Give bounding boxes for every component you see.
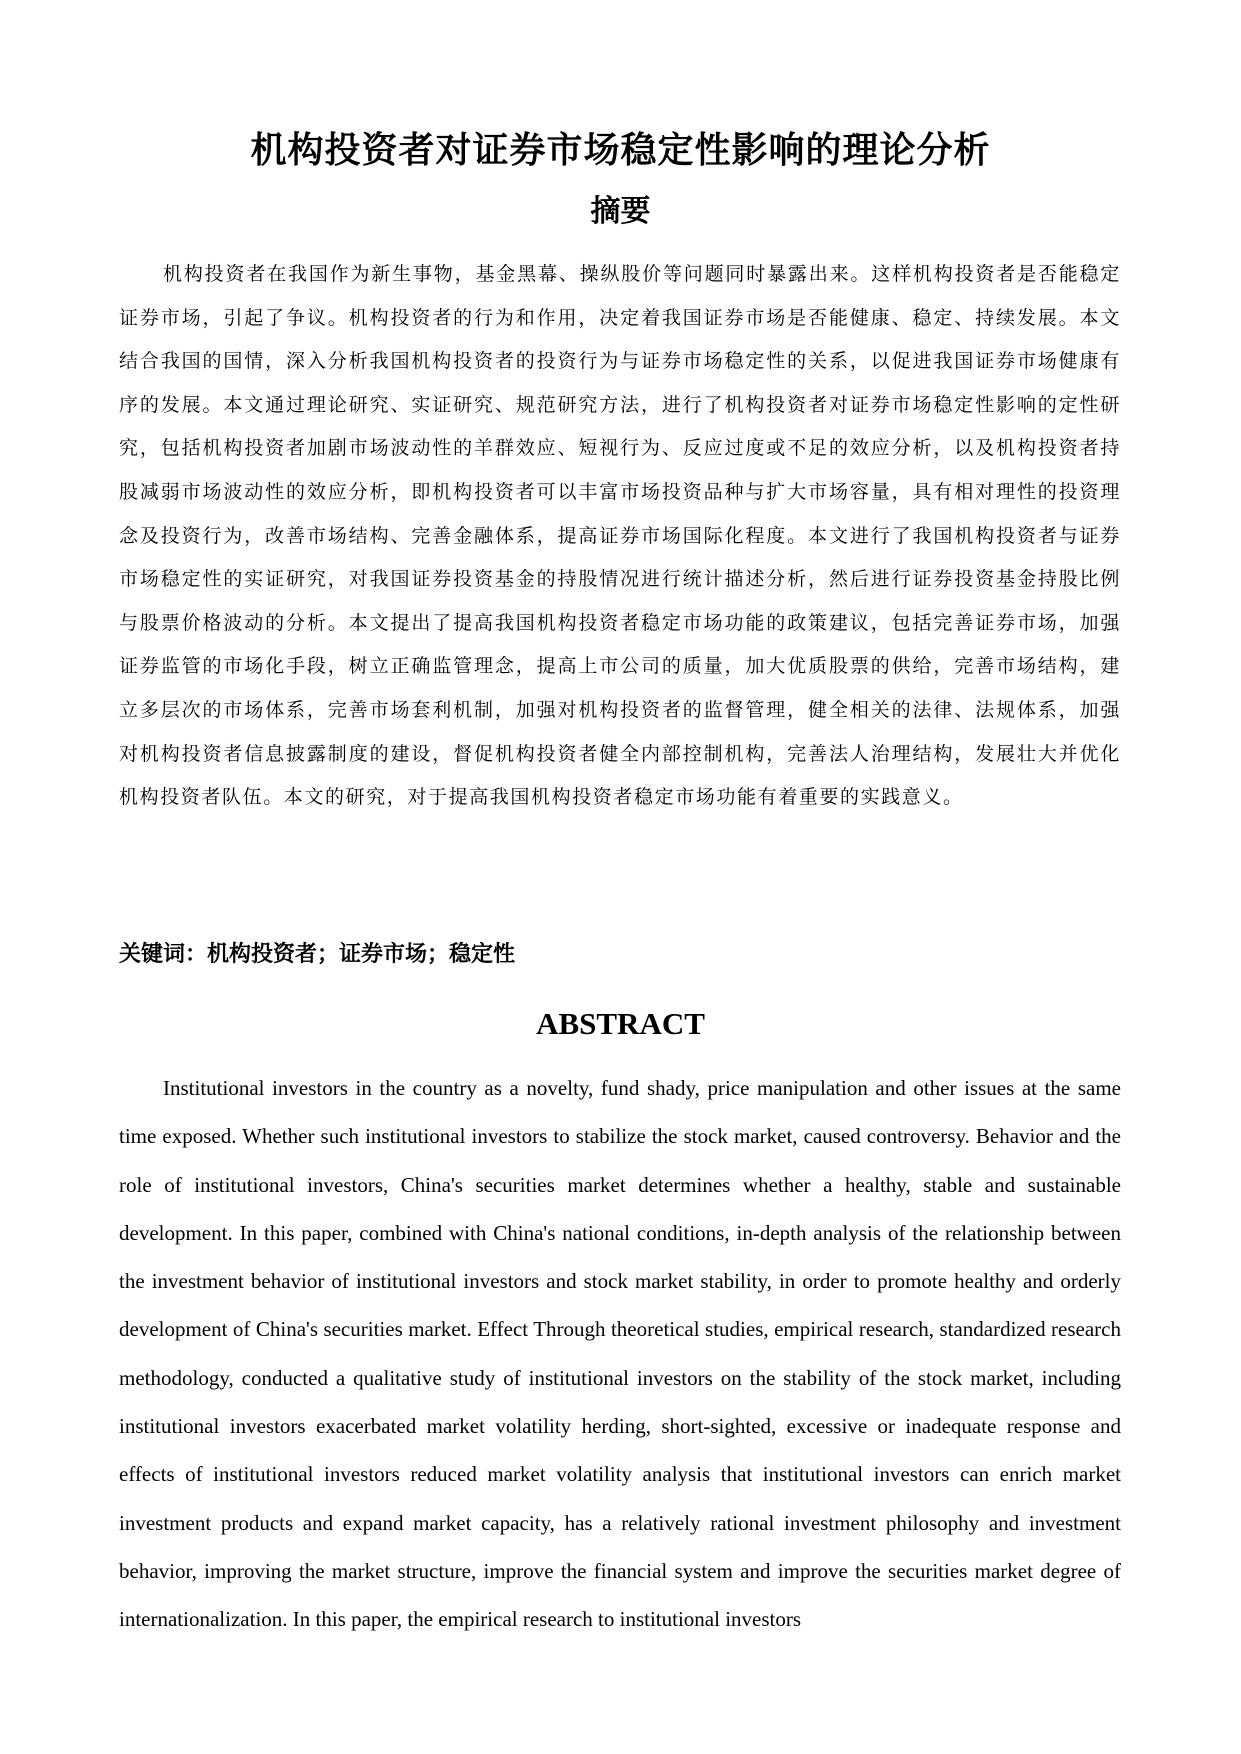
abstract-heading-english: ABSTRACT — [536, 1006, 705, 1041]
page-title: 机构投资者对证券市场稳定性影响的理论分析 — [250, 129, 991, 171]
abstract-heading: 摘要 — [590, 194, 651, 229]
abstract-body-english: Institutional investors in the country as a novelty, fund shady, price manipulation and other issues at the same time exposed. Whether such institutional investors to stabilize the stock market, caused controversy. Behavior and the role of institutional investors, China's securities market determines whether a healthy, stable and sustainable development. In this paper, combined with China's national conditions, in-depth analysis of the relationship between the investment behavior of institutional investors and stock market stability, in order to promote healthy and orderly development of China's securities market. Effect Through theoretical studies, empirical research, standardized research methodology, conducted a qualitative study of institutional investors on the stability of the stock market, including institutional investors exacerbated market volatility herding, short-sighted, excessive or inadequate response and effects of institutional investors reduced market volatility analysis that institutional investors can enrich market investment products and expand market capacity, has a relatively rational investment philosophy and investment behavior, improving the market structure, improve the financial system and improve the securities market degree of internationalization. In this paper, the empirical research to institutional investors — [119, 1076, 1121, 1632]
abstract-body-chinese: 机构投资者在我国作为新生事物，基金黑幕、操纵股价等问题同时暴露出来。这样机构投资者是否能稳定证券市场，引起了争议。机构投资者的行为和作用，决定着我国证券市场是否能健康、稳定、持续发展。本文结合我国的国情，深入分析我国机构投资者的投资行为与证券市场稳定性的关系，以促进我国证券市场健康有序的发展。本文通过理论研究、实证研究、规范研究方法，进行了机构投资者对证券市场稳定性影响的定性研究，包括机构投资者加剧市场波动性的羊群效应、短视行为、反应过度或不足的效应分析，以及机构投资者持股减弱市场波动性的效应分析，即机构投资者可以丰富市场投资品种与扩大市场容量，具有相对理性的投资理念及投资行为，改善市场结构、完善金融体系，提高证券市场国际化程度。本文进行了我国机构投资者与证券市场稳定性的实证研究，对我国证券投资基金的持股情况进行统计描述分析，然后进行证券投资基金持股比例与股票价格波动的分析。本文提出了提高我国机构投资者稳定市场功能的政策建议，包括完善证券市场，加强证券监管的市场化手段，树立正确监管理念，提高上市公司的质量，加大优质股票的供给，完善市场结构，建立多层次的市场体系，完善市场套利机制，加强对机构投资者的监督管理，健全相关的法律、法规体系，加强对机构投资者信息披露制度的建设，督促机构投资者健全内部控制机构，完善法人治理结构，发展壮大并优化机构投资者队伍。本文的研究，对于提高我国机构投资者稳定市场功能有着重要的实践意义。 — [119, 263, 1121, 809]
keywords-line: 关键词：机构投资者；证券市场；稳定性 — [119, 942, 516, 967]
